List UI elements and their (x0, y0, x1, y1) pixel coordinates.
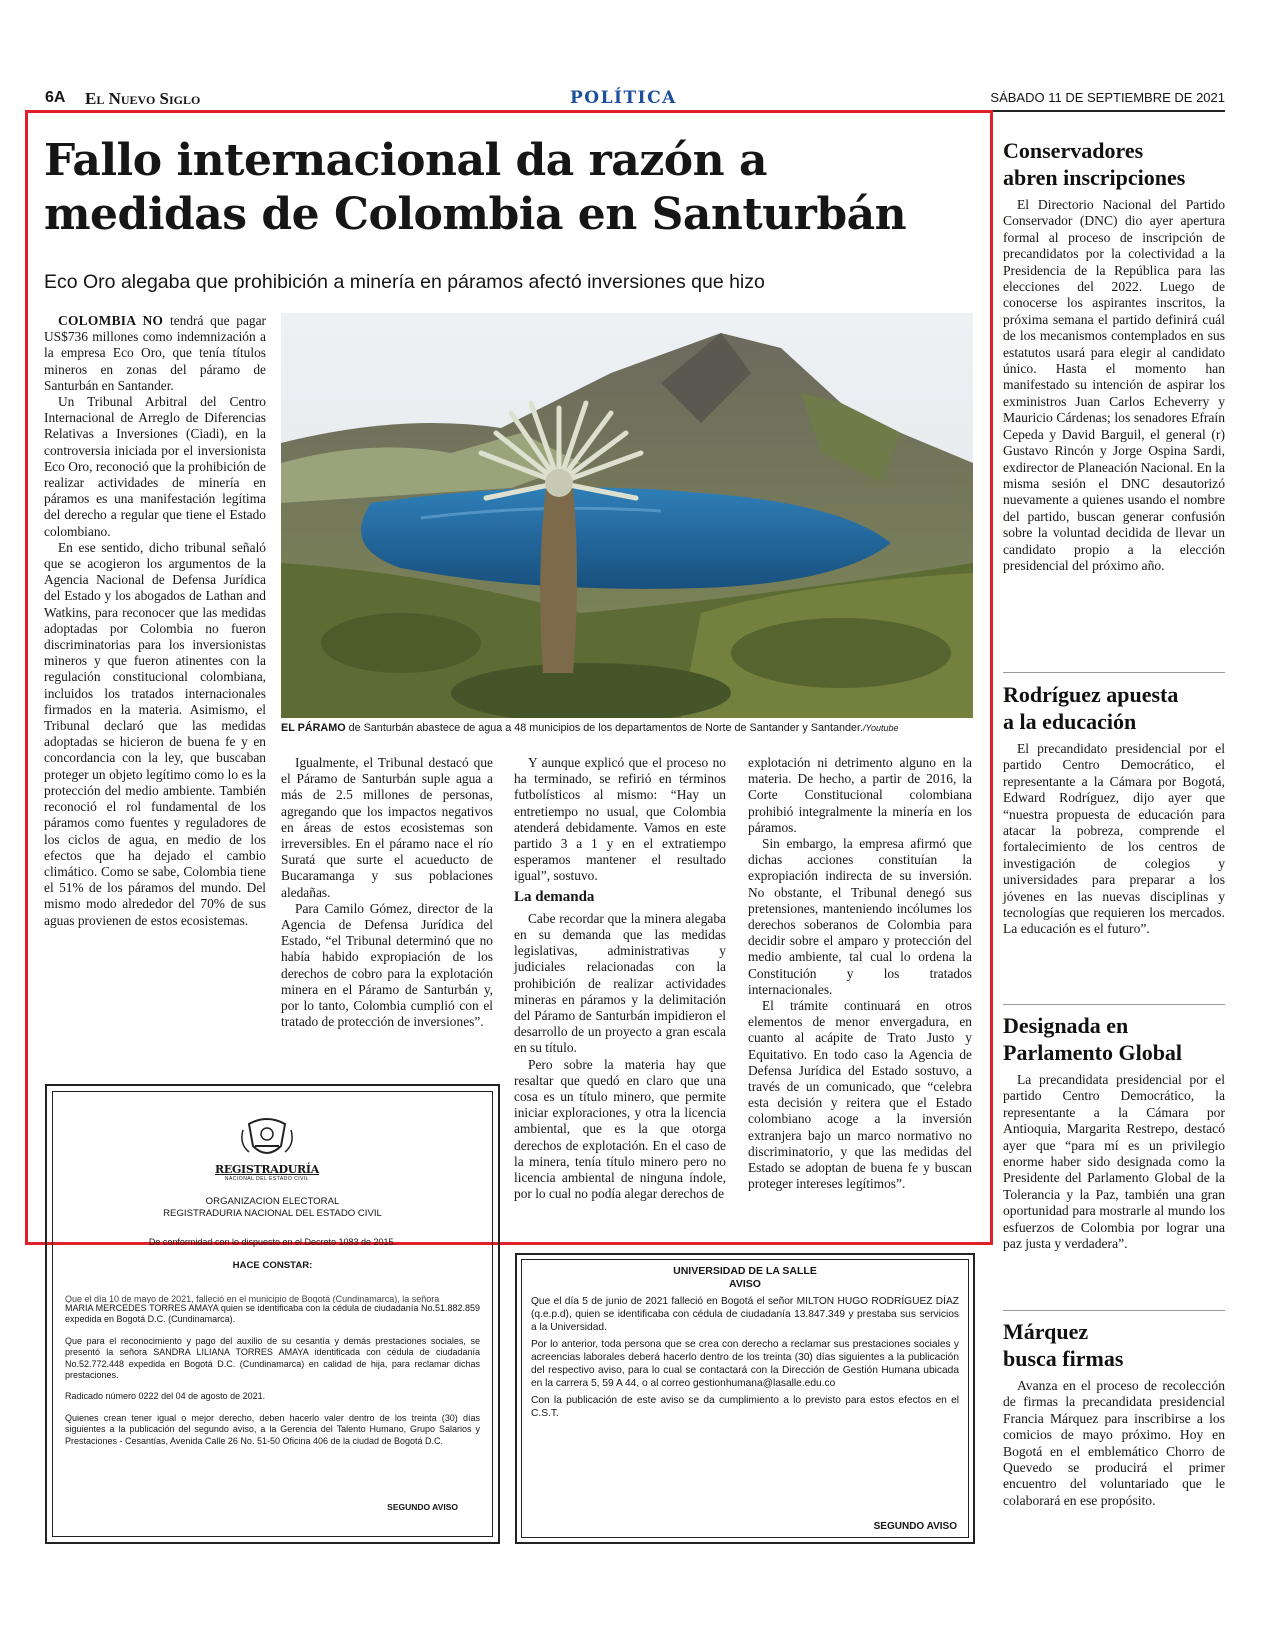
coat-of-arms-icon (239, 1116, 295, 1162)
section-name: POLÍTICA (570, 88, 677, 108)
paper-name: El Nuevo Siglo (85, 89, 201, 108)
sidebar-story-1 (1003, 137, 1225, 574)
lead-paragraph: COLOMBIA NO tendrá que pagar US$736 millones como indemnización a la empresa Eco Oro, que tenía títulos mineros en zonas del páramo de Santurbán en Santander. (44, 313, 266, 393)
paragraph: Y aunque explicó que el proceso no ha terminado, se refirió en términos futbolísticos al mismo: “Hay un entretiempo no usual, que Colombia atenderá debidamente. Vamos en este partido 3 a 1 y en el extratiempo esperamos mantener el resultado igual”, sostuvo. (514, 755, 726, 884)
lead-bold: COLOMBIA NO (58, 313, 164, 328)
lasalle-notice (515, 1253, 975, 1544)
sidebar-body: El Directorio Nacional del Partido Conservador (DNC) dio ayer apertura formal al proceso de inscripción de precandidatos por la colectividad a la Presidencia de la República para las elecciones del 2022. Luego de conocerse los aspirantes inscritos, la próxima semana el partido definirá cuál de los mecanismos contemplados en sus estatutos usará para elegir al candidato único. Hasta el momento han manifestado su intención de aspirar los exministros Juan Carlos Echeverry y Mauricio Cárdenas; los senadores Efraín Cepeda y David Barguil, el general (r) Gustavo Rincón y Jorge Ospina Sardi, exdirector de Planeación Nacional. En la misma sesión el DNC desautorizó nuevamente a quienes usando el nombre del partido, buscan generar confusión sobre la voluntad decidida de llevar un candidato propio a la elección presidencial del próximo año. (1003, 197, 1225, 573)
paramo-landscape-illustration (281, 313, 973, 718)
notice-paragraph: Que para el reconocimiento y pago del auxilio de su cesantía y demás prestaciones sociales, se presentó la señora SANDRA LILIANA TORRES AMAYA identificada con cédula de ciudadanía No.52.772.448 expedida en Bogotá D.C. (Cundinamarca) en calidad de hija, para reclamar dichas prestaciones. (65, 1335, 480, 1381)
lasalle-title: UNIVERSIDAD DE LA SALLE (673, 1265, 817, 1277)
notice-hace: HACE CONSTAR: (232, 1260, 313, 1271)
notice-paragraph: Quienes crean tener igual o mejor derecho, deben hacerlo valer dentro de los treinta (30) días siguientes a la publicación del segundo aviso, a la Gerencia del Talento Humano, Grupo Salarios y Prestaciones - Cesantías, Avenida Calle 26 No. 51-50 Oficina 406 de la ciudad de Bogotá D.C. (65, 1412, 480, 1446)
registraduria-logo: REGISTRADURÍA NACIONAL DEL ESTADO CIVIL (207, 1116, 327, 1182)
paragraph: El trámite continuará en otros elementos de menor envergadura, en cuanto al acápite de Trato Justo y Equitativo. En todo caso la Agencia de Defensa Jurídica del Estado sostuvo, a través de un comunicado, que “celebra esta decisión y reitera que el Estado colombiano acoge a la inversión extranjera bajo un marco normativo no discriminatorio, y que las medidas del Estado se adoptan de buena fe y buscan proteger intereses legítimos”. (748, 998, 972, 1192)
page-number: 6A (45, 89, 66, 106)
paragraph: Sin embargo, la empresa afirmó que dichas acciones constituían la expropiación indirecta de su inversión. No obstante, el Tribunal denegó sus pretensiones, manteniendo incólumes los derechos soberanos de Colombia para decidir sobre el amparo y protección del medio ambiente, tal cual lo ordena la Constitución y los tratados internacionales. (748, 836, 972, 997)
notice-org-1: ORGANIZACION ELECTORAL (205, 1196, 340, 1207)
paramo-photo (281, 313, 973, 718)
page-header (45, 89, 1225, 111)
sidebar-story-4 (1003, 1318, 1225, 1509)
paragraph: explotación ni detrimento alguno en la materia. De hecho, a partir de 2016, la Corte Constitucional colombiana prohibió integralmente la minería en los páramos. (748, 755, 972, 835)
article-col-1 (44, 313, 266, 929)
notice-paragraph: Que el día 5 de junio de 2021 falleció en Bogotá el señor MILTON HUGO RODRÍGUEZ DÍAZ (q.e.p.d), quien se identificaba con cédula de ciudadanía 13.847.349 y prestaba sus servicios a la Universidad. (531, 1296, 959, 1333)
article-col-4 (748, 755, 972, 1192)
paragraph: Pero sobre la materia hay que resaltar que quedó en claro que una cosa es un título minero, que permite iniciar exploraciones, y otra la licencia ambiental, que es la que otorga derechos de explotación. En el caso de la minera, tenía título minero pero no licencia ambiental de ninguna índole, por lo cual no podía alegar derechos de (514, 1056, 726, 1202)
paragraph: Para Camilo Gómez, director de la Agencia de Defensa Jurídica del Estado, “el Tribunal determinó que no había habido expropiación de los derechos de cobro para la explotación minera en el Páramo de Santurbán y, por lo tanto, Colombia cumplió con el tratado de protección de inversiones”. (281, 900, 493, 1030)
article-col-2 (281, 755, 493, 1030)
notice-decree: De conformidad con lo dispuesto en el Decreto 1083 de 2015. (148, 1237, 397, 1247)
headline-line-2: medidas de Colombia en Santurbán (44, 189, 907, 240)
paragraph: Igualmente, el Tribunal destacó que el Páramo de Santurbán suple agua a más de 2.5 millones de personas, agregando que los impactos negativos en áreas de estos ecosistemas son irreversibles. En el páramo nace el río Suratá que surte el acueducto de Bucaramanga y sus poblaciones aledañas. (281, 755, 493, 900)
sidebar-body: La precandidata presidencial por el partido Centro Democrático, la representante a la Cámara por Antioquia, Margarita Restrepo, destacó ayer que “para mí es un privilegio enorme haber sido designada como la Presidente del Parlamento Global de la Tolerancia y la Paz, también una gran oportunidad para mostrarle al mundo los esfuerzos de Colombia por lograr una paz justa y verdadera”. (1003, 1072, 1225, 1252)
caption-credit: /Youtube (863, 723, 899, 733)
photo-caption: EL PÁRAMO de Santurbán abastece de agua a 48 municipios de los departamentos de Norte de Santander y Santander./Youtube (281, 722, 899, 734)
sidebar-title: Conservadores abren inscripciones (1003, 138, 1186, 190)
lasalle-subtitle: AVISO (729, 1278, 761, 1290)
headline-line-1: Fallo internacional da razón a (44, 135, 767, 186)
notice-paragraph: Por lo anterior, toda persona que se crea con derecho a reclamar sus prestaciones sociales y acreencias laborales deberá hacerlo dentro de los treinta (30) días siguientes a la publicación del respectivo aviso, para lo cual se contactará con la Dirección de Gestión Humana ubicada en la carrera 5, 59 A 44, o al correo gestionhumana@lasalle.edu.co (531, 1339, 959, 1389)
sidebar-body: Avanza en el proceso de recolección de firmas la precandidata presidencial Francia Márquez para inscribirse a los comicios de mayo próximo. Hoy en Bogotá en el emblemático Chorro de Quevedo se producirá el primer encuentro del voluntariado que le colaborará en ese propósito. (1003, 1378, 1225, 1508)
notice-footer: SEGUNDO AVISO (387, 1502, 458, 1512)
paragraph: Un Tribunal Arbitral del Centro Internacional de Arreglo de Diferencias Relativas a Inversiones (Ciadi), en la controversia iniciada por el inversionista Eco Oro, reconoció que la prohibición de realizar actividades de minería en páramos es una manifestación legítima del derecho a regular que tiene el Estado colombiano. (44, 394, 266, 539)
paragraph: Cabe recordar que la minera alegaba en su demanda que las medidas legislativas, administrativas y judiciales relacionadas con la prohibición de realizar actividades mineras en páramos y la delimitación del Páramo de Santurbán impidieron el desarrollo de un proyecto a gran escala en su título. (514, 910, 726, 1056)
notice-paragraph: Radicado número 0222 del 04 de agosto de 2021. (65, 1391, 266, 1402)
registraduria-notice (45, 1084, 500, 1544)
sidebar-rule (1003, 1004, 1225, 1005)
notice-paragraph: Con la publicación de este aviso se da cumplimiento a lo previsto para estos efectos en el C.S.T. (531, 1395, 959, 1419)
sidebar-title: Designada en Parlamento Global (1003, 1013, 1183, 1065)
paragraph: En ese sentido, dicho tribunal señaló que se acogieron los argumentos de la Agencia Nacional de Defensa Jurídica del Estado y los abogados de Lathan and Watkins, para reconocer que las medidas adoptadas por Colombia no fueron discriminatorias para los inversionistas mineros y que fueron atinentes con la regulación constitucional colombiana, incluidos los tratados internacionales firmados en la materia. Asimismo, el Tribunal declaró que las medidas adoptadas se hicieron de buena fe y en concordancia con la ley, que buscaban proteger un objeto legítimo como lo es la protección del medio ambiente. También reconoció el rol fundamental de los páramos como fuentes y reguladores de los ciclos de agua, en medio de los efectos que ha dejado el cambio climático. Como se sabe, Colombia tiene el 51% de los páramos del mundo. Del mismo modo alrededor del 70% de sus aguas provienen de estos ecosistemas. (44, 539, 266, 928)
deck: Eco Oro alegaba que prohibición a minería en páramos afectó inversiones que hizo (44, 271, 765, 293)
sidebar-rule (1003, 1310, 1225, 1311)
notice-org-2: REGISTRADURIA NACIONAL DEL ESTADO CIVIL (163, 1208, 382, 1219)
sidebar-title: Márquez busca firmas (1003, 1319, 1124, 1371)
notice-paragraph: MARIA MERCEDES TORRES AMAYA quien se identificaba con la cédula de ciudadanía No.51.882.859 expedida en Bogotá D.C. (Cundinamarca). (65, 1303, 480, 1325)
caption-bold: EL PÁRAMO (281, 722, 346, 734)
sidebar-story-3 (1003, 1012, 1225, 1252)
sidebar-body: El precandidato presidencial por el partido Centro Democrático, el representante a la Cámara por Bogotá, Edward Rodríguez, dijo ayer que “nuestra propuesta de educación para atacar la pobreza, comprende el fortalecimiento de los centros de investigación de colegios y universidades para preparar a los jóvenes en las nuevas disciplinas y tecnologías que requieren los mercados. La educación es el futuro”. (1003, 741, 1225, 937)
sidebar-story-2 (1003, 681, 1225, 938)
notice-hidden-line: Que el día 10 de mayo de 2021, falleció en el municipio de Bogotá (Cundinamarca), la señora (65, 1294, 440, 1303)
sidebar-title: Rodríguez apuesta a la educación (1003, 682, 1179, 734)
sidebar-rule (1003, 672, 1225, 673)
page-date: SÁBADO 11 DE SEPTIEMBRE DE 2021 (990, 90, 1225, 105)
subheading: La demanda (514, 888, 595, 905)
notice-footer: SEGUNDO AVISO (873, 1521, 957, 1532)
headline (44, 134, 944, 242)
article-col-3 (514, 755, 726, 1202)
